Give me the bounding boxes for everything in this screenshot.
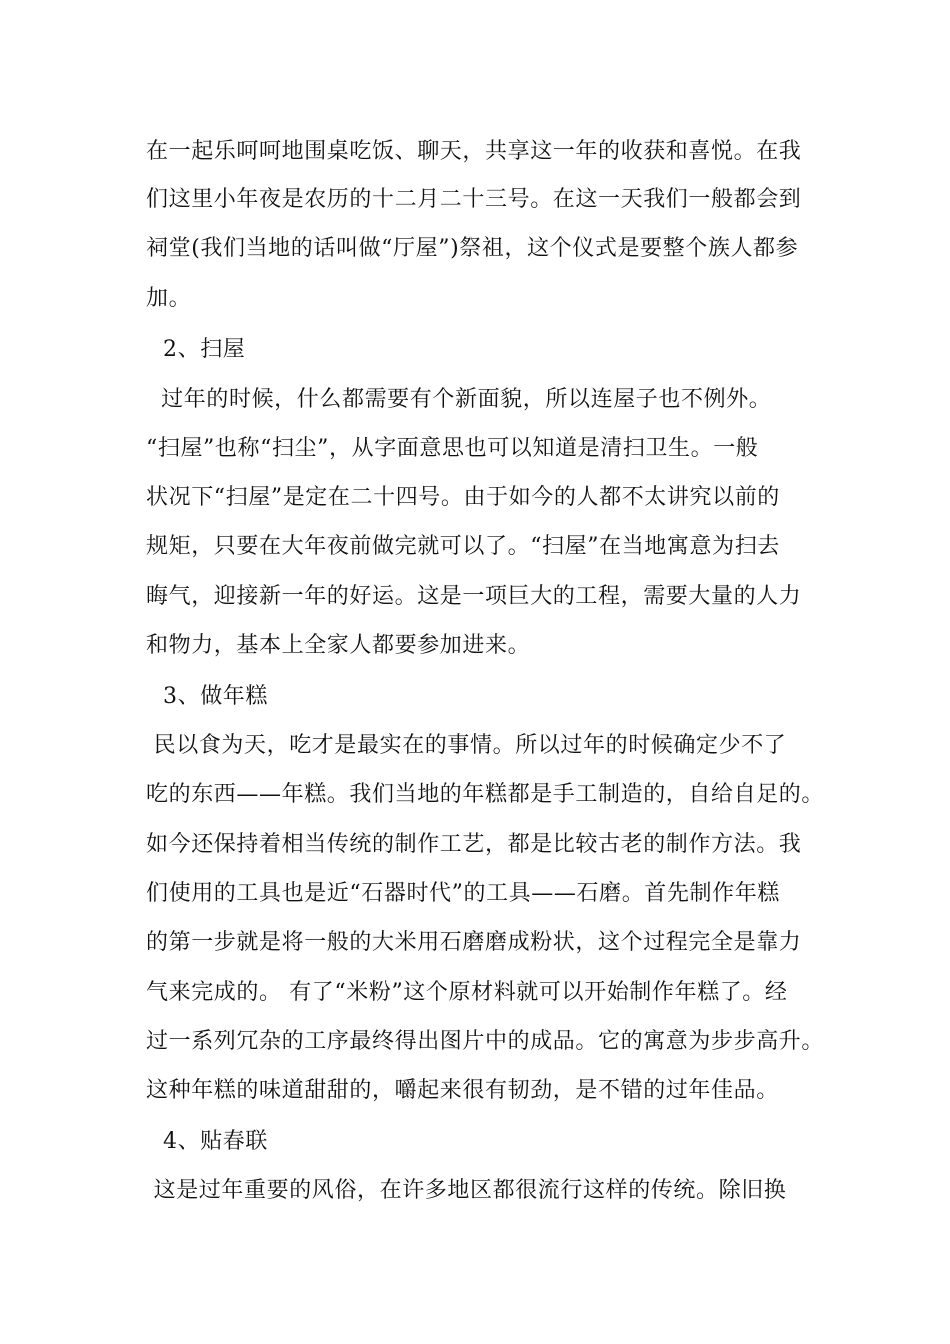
paragraph-line: 们这里小年夜是农历的十二月二十三号。在这一天我们一般都会到 xyxy=(146,187,802,212)
paragraph-line: 状况下“扫屋”是定在二十四号。由于如今的人都不太讲究以前的 xyxy=(146,485,780,510)
paragraph-line: 这种年糕的味道甜甜的，嚼起来很有韧劲，是不错的过年佳品。 xyxy=(146,1078,779,1103)
paragraph-line: 的第一步就是将一般的大米用石磨磨成粉状，这个过程完全是靠力 xyxy=(146,930,802,955)
paragraph-line: “扫屋”也称“扫尘”，从字面意思也可以知道是清扫卫生。一般 xyxy=(146,436,759,461)
paragraph-line: 规矩，只要在大年夜前做完就可以了。“扫屋”在当地寓意为扫去 xyxy=(146,534,780,559)
paragraph-line: 吃的东西——年糕。我们当地的年糕都是手工制造的，自给自足的。 xyxy=(146,782,825,807)
paragraph-line: 如今还保持着相当传统的制作工艺，都是比较古老的制作方法。我 xyxy=(146,832,802,857)
paragraph-line: 气来完成的。 有了“米粉”这个原材料就可以开始制作年糕了。经 xyxy=(146,980,788,1005)
paragraph-line: 们使用的工具也是近“石器时代”的工具——石磨。首先制作年糕 xyxy=(146,881,780,906)
section-heading-spring-couplets: 4、贴春联 xyxy=(163,1129,268,1154)
paragraph-line: 晦气，迎接新一年的好运。这是一项巨大的工程，需要大量的人力 xyxy=(146,584,802,609)
paragraph-line: 祠堂(我们当地的话叫做“厅屋”)祭祖，这个仪式是要整个族人都参 xyxy=(146,236,799,261)
section-heading-sweeping: 2、扫屋 xyxy=(163,337,246,362)
paragraph-line: 和物力，基本上全家人都要参加进来。 xyxy=(146,633,531,658)
paragraph-line: 过一系列冗杂的工序最终得出图片中的成品。它的寓意为步步高升。 xyxy=(146,1029,825,1054)
paragraph-line: 加。 xyxy=(146,286,192,311)
section-heading-rice-cake: 3、做年糕 xyxy=(163,684,268,709)
paragraph-line: 过年的时候，什么都需要有个新面貌，所以连屋子也不例外。 xyxy=(146,387,772,412)
paragraph-line: 民以食为天，吃才是最实在的事情。所以过年的时候确定少不了 xyxy=(146,733,787,758)
paragraph-line: 在一起乐呵呵地围桌吃饭、聊天，共享这一年的收获和喜悦。在我 xyxy=(146,139,802,164)
paragraph-line: 这是过年重要的风俗，在许多地区都很流行这样的传统。除旧换 xyxy=(146,1178,787,1203)
